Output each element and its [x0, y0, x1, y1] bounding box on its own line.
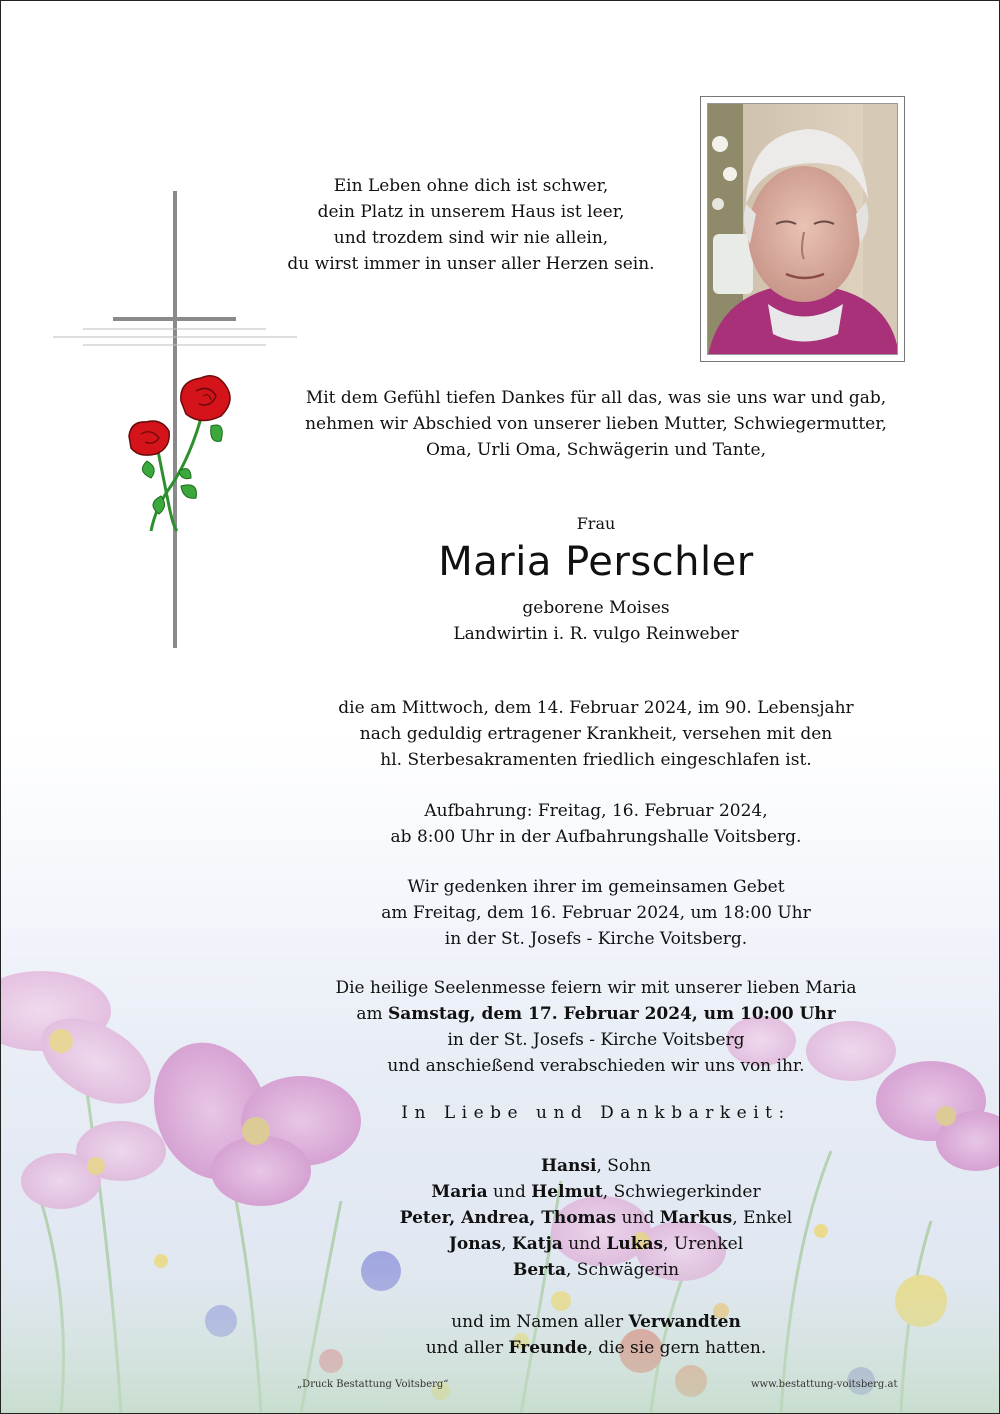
closing-heading: In Liebe und Dankbarkeit: [401, 1103, 791, 1123]
death-notice-line: nach geduldig ertragener Krankheit, versehen mit den [359, 724, 833, 744]
relation-text: , Schwiegerkinder [602, 1182, 761, 1202]
relatives-line [296, 1309, 896, 1335]
relation-text: und [616, 1208, 660, 1228]
family-member-line [296, 1179, 896, 1205]
family-list [296, 1153, 896, 1361]
relation-text: und aller [425, 1338, 509, 1358]
relation-text: und [487, 1182, 532, 1202]
red-rose-small-icon [129, 421, 169, 455]
person-name: Jonas [448, 1234, 502, 1254]
poem-line: und trozdem sind wir nie allein, [333, 228, 609, 248]
relation-text: , Urenkel [663, 1234, 744, 1254]
death-notice [296, 695, 896, 773]
salutation: Frau [576, 514, 616, 533]
person-name: Lukas [606, 1234, 664, 1254]
family-member-line [296, 1205, 896, 1231]
red-rose-icon [181, 376, 230, 421]
relation-text: , Sohn [596, 1156, 652, 1176]
farewell-intro [291, 385, 901, 463]
viewing-line: Aufbahrung: Freitag, 16. Februar 2024, [424, 801, 768, 821]
mass-info [296, 975, 896, 1079]
prayer-info [296, 874, 896, 952]
relatives-line [296, 1335, 896, 1361]
memorial-poem [201, 173, 741, 277]
printer-credit: „Druck Bestattung Voitsberg“ [297, 1379, 449, 1390]
person-name: Hansi [540, 1156, 597, 1176]
death-notice-line: die am Mittwoch, dem 14. Februar 2024, im 90. Lebensjahr [338, 698, 854, 718]
person-name: Katja [511, 1234, 563, 1254]
person-name: Helmut [531, 1182, 603, 1202]
relation-text: und [562, 1234, 607, 1254]
maiden-name: geborene Moises [522, 598, 670, 618]
person-name: Markus [659, 1208, 733, 1228]
portrait-photo [707, 103, 898, 355]
intro-line: Oma, Urli Oma, Schwägerin und Tante, [426, 440, 766, 460]
mass-date-prefix: am [356, 1004, 388, 1024]
relatives-and-friends [296, 1309, 896, 1361]
mass-line: Die heilige Seelenmesse feiern wir mit unserer lieben Maria [335, 978, 857, 998]
person-name: Maria [431, 1182, 488, 1202]
viewing-line: ab 8:00 Uhr in der Aufbahrungshalle Voitsberg. [390, 827, 802, 847]
website-link[interactable]: www.bestattung-voitsberg.at [751, 1379, 898, 1390]
mourners [296, 1153, 896, 1283]
mass-line: in der St. Josefs - Kirche Voitsberg [447, 1030, 745, 1050]
family-member-line [296, 1231, 896, 1257]
intro-line: Mit dem Gefühl tiefen Dankes für all das, was sie uns war und gab, [305, 388, 887, 408]
poem-line: dein Platz in unserem Haus ist leer, [317, 202, 625, 222]
relation-text: , Enkel [732, 1208, 793, 1228]
cosmos-flower-left [1, 971, 165, 1121]
person-name: Verwandten [628, 1312, 741, 1332]
birth-details [446, 595, 746, 647]
person-name: Peter, Andrea, Thomas [399, 1208, 617, 1228]
prayer-line: Wir gedenken ihrer im gemeinsamen Gebet [407, 877, 785, 897]
poem-line: du wirst immer in unser aller Herzen sein. [287, 254, 655, 274]
portrait-frame [700, 96, 905, 362]
relation-text: und im Namen aller [451, 1312, 629, 1332]
prayer-line: am Freitag, dem 16. Februar 2024, um 18:00 Uhr [381, 903, 811, 923]
occupation: Landwirtin i. R. vulgo Reinweber [453, 624, 739, 644]
death-notice-line: hl. Sterbesakramenten friedlich eingeschlafen ist. [380, 750, 812, 770]
person-name: Freunde [508, 1338, 588, 1358]
viewing-info [296, 798, 896, 850]
family-member-line [296, 1257, 896, 1283]
relation-text: , Schwägerin [565, 1260, 680, 1280]
relation-text: , die sie gern hatten. [587, 1338, 767, 1358]
intro-line: nehmen wir Abschied von unserer lieben Mutter, Schwiegermutter, [305, 414, 887, 434]
poem-line: Ein Leben ohne dich ist schwer, [333, 176, 609, 196]
relation-text: , [501, 1234, 512, 1254]
prayer-line: in der St. Josefs - Kirche Voitsberg. [444, 929, 748, 949]
person-name: Berta [512, 1260, 566, 1280]
deceased-name: Maria Perschler [438, 539, 754, 585]
mass-date: Samstag, dem 17. Februar 2024, um 10:00 Uhr [388, 1004, 836, 1024]
mass-date-line [296, 1001, 896, 1027]
cosmos-flower-small-left [21, 1121, 166, 1209]
family-member-line [296, 1153, 896, 1179]
mass-line: und anschießend verabschieden wir uns von ihr. [387, 1056, 805, 1076]
